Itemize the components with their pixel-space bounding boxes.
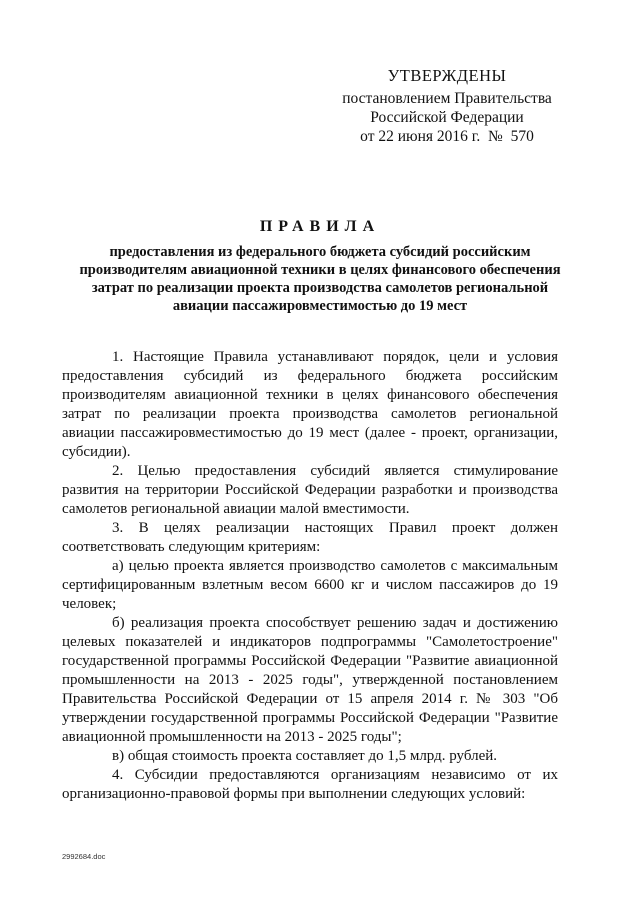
paragraph-3c: в) общая стоимость проекта составляет до 1,5 млрд. рублей. [112,748,498,764]
document-subtitle: предоставления из федерального бюджета субсидий российским производителям авиационной техники в целях финансового обеспечения затрат по реализации проекта производства самолетов региональной авиации пассажировместимостью до 19 мест [79,244,561,314]
approval-heading: УТВЕРЖДЕНЫ [387,66,507,85]
paragraph-3: 3. В целях реализации настоящих Правил проект должен соответствовать следующим критериям: [62,520,558,555]
document-body [62,348,558,804]
approval-line-decree: постановлением Правительства [342,90,552,107]
paragraph-2: 2. Целью предоставления субсидий является стимулирование развития на территории Российской Федерации разработки и производства самолетов региональной авиации малой вместимости. [62,463,558,517]
approval-block [330,66,564,146]
paragraph-1: 1. Настоящие Правила устанавливают порядок, цели и условия предоставления субсидий из федерального бюджета российским производителям авиационной техники в целях финансового обеспечения затрат по реализации проекта производства самолетов региональной авиации пассажировместимостью до 19 мест (далее - проект, организации, субсидии). [62,349,558,460]
paragraph-4: 4. Субсидии предоставляются организациям независимо от их организационно-правовой формы при выполнении следующих условий: [62,767,558,802]
paragraph-3a: а) целью проекта является производство самолетов с максимальным сертифицированным взлетным весом 6600 кг и числом пассажиров до 19 человек; [62,558,558,612]
paragraph-3b: б) реализация проекта способствует решению задач и достижению целевых показателей и индикаторов подпрограммы "Самолетостроение" государственной программы Российской Федерации "Развитие авиационной промышленности на 2013 - 2025 годы", утвержденной постановлением Правительства Российской Федерации от 15 апреля 2014 г. № 303 "Об утверждении государственной программы Российской Федерации "Развитие авиационной промышленности на 2013 - 2025 годы"; [62,615,558,745]
document-title: ПРАВИЛА [259,218,381,235]
approval-line-country: Российской Федерации [370,109,524,126]
approval-line-date-number: от 22 июня 2016 г. № 570 [360,128,534,145]
file-name-footer: 2992684.doc [62,852,106,861]
